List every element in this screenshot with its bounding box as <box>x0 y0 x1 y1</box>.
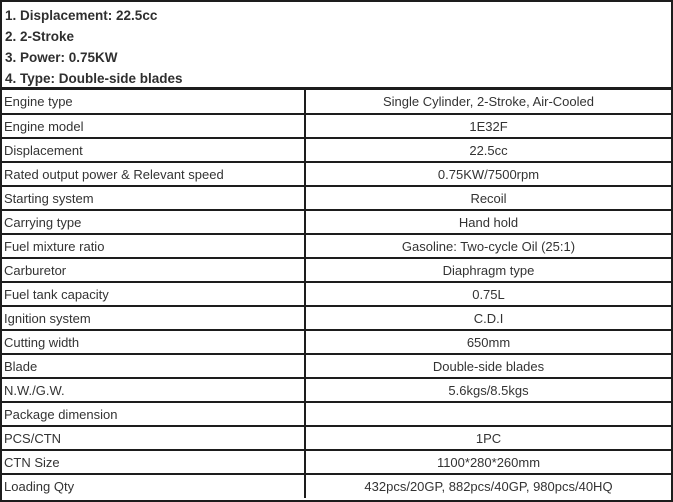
spec-value-cell: Diaphragm type <box>305 258 671 282</box>
spec-label-cell: Carburetor <box>2 258 305 282</box>
spec-value-cell: 650mm <box>305 330 671 354</box>
table-row <box>2 402 671 426</box>
spec-label-cell: CTN Size <box>2 450 305 474</box>
table-row <box>2 450 671 474</box>
spec-label-cell: Engine type <box>4 94 73 109</box>
spec-value-cell <box>305 402 671 426</box>
spec-value-cell: 1PC <box>305 426 671 450</box>
spec-label-cell: Blade <box>2 354 305 378</box>
spec-value-cell: 22.5cc <box>305 138 671 162</box>
spec-label-cell: Fuel tank capacity <box>2 282 305 306</box>
table-row <box>2 210 671 234</box>
spec-value-cell: 0.75L <box>305 282 671 306</box>
table-row <box>2 330 671 354</box>
table-row <box>2 138 671 162</box>
spec-label-cell: N.W./G.W. <box>2 378 305 402</box>
feature-line-displacement: 1. Displacement: 22.5cc <box>5 8 158 23</box>
table-row <box>2 234 671 258</box>
table-row <box>2 90 671 114</box>
spec-label-cell: Carrying type <box>2 210 305 234</box>
spec-value-cell: Hand hold <box>305 210 671 234</box>
spec-table <box>2 90 671 498</box>
spec-label-cell: Starting system <box>2 186 305 210</box>
spec-label-cell: Package dimension <box>2 402 305 426</box>
spec-value-cell: 1E32F <box>305 114 671 138</box>
table-row <box>2 426 671 450</box>
spec-label-cell: Ignition system <box>2 306 305 330</box>
spec-value-cell: 1100*280*260mm <box>305 450 671 474</box>
spec-value-cell: Double-side blades <box>305 354 671 378</box>
spec-label-cell: Cutting width <box>2 330 305 354</box>
spec-value-cell: Gasoline: Two-cycle Oil (25:1) <box>305 234 671 258</box>
feature-list <box>2 2 671 90</box>
table-row <box>2 186 671 210</box>
table-row <box>2 378 671 402</box>
table-row <box>2 162 671 186</box>
spec-label-cell: Engine model <box>2 114 305 138</box>
spec-label-cell: Loading Qty <box>2 474 305 498</box>
spec-label-cell: Displacement <box>2 138 305 162</box>
spec-value-cell: Recoil <box>305 186 671 210</box>
spec-label-cell: PCS/CTN <box>2 426 305 450</box>
table-row <box>2 282 671 306</box>
table-row <box>2 474 671 498</box>
feature-line-type: 4. Type: Double-side blades <box>5 71 183 86</box>
spec-value-cell: 0.75KW/7500rpm <box>305 162 671 186</box>
spec-table-body <box>2 90 671 498</box>
table-row <box>2 306 671 330</box>
feature-line-stroke: 2. 2-Stroke <box>5 29 75 44</box>
spec-label-cell: Rated output power & Relevant speed <box>2 162 305 186</box>
table-row <box>2 258 671 282</box>
spec-value-cell: Single Cylinder, 2-Stroke, Air-Cooled <box>305 90 671 114</box>
table-row <box>2 114 671 138</box>
table-row <box>2 354 671 378</box>
spec-value-cell: C.D.I <box>305 306 671 330</box>
spec-value-cell: 5.6kgs/8.5kgs <box>305 378 671 402</box>
spec-value-cell: 432pcs/20GP, 882pcs/40GP, 980pcs/40HQ <box>305 474 671 498</box>
spec-label-cell: Fuel mixture ratio <box>2 234 305 258</box>
feature-line-power: 3. Power: 0.75KW <box>5 50 118 65</box>
